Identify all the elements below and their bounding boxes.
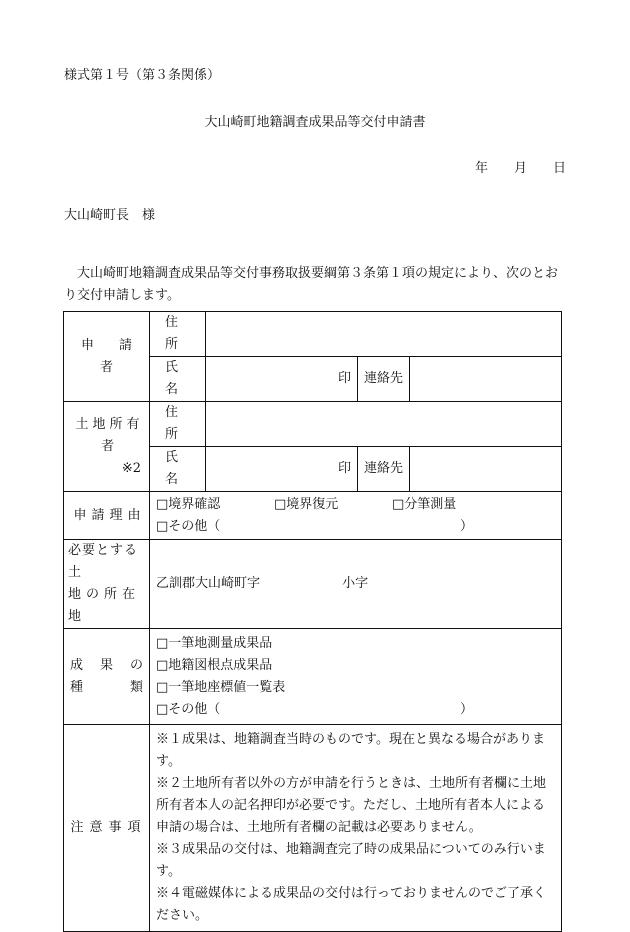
document-title: 大山崎町地籍調査成果品等交付申請書: [204, 115, 426, 130]
owner-address-field[interactable]: [206, 402, 562, 447]
owner-contact-field[interactable]: [410, 447, 562, 492]
reason-label: 申請理由: [64, 492, 150, 540]
location-label: [64, 540, 150, 629]
owner-label: [64, 402, 150, 492]
applicant-label: 申 請 者: [64, 312, 150, 402]
type-other-close: ）: [460, 701, 474, 717]
date-line: 年 月 日: [474, 161, 566, 176]
deliverable-type-label: [64, 629, 150, 725]
note-1: ※１成果は、地籍調査当時のものです。現在と異なる場合があります。: [156, 732, 545, 769]
note-4: ※４電磁媒体による成果品の交付は行っておりませんのでご了承ください。: [156, 886, 547, 923]
applicant-address-label: 住 所: [150, 312, 206, 357]
owner-label-note: ※2: [121, 460, 141, 476]
type-option-coordinate-list[interactable]: □一筆地座標値一覧表: [156, 679, 286, 695]
seal-mark: 印: [337, 371, 351, 386]
notes-cell: [150, 725, 562, 932]
owner-name-field[interactable]: [206, 447, 358, 492]
reason-other-row: [156, 516, 561, 538]
reason-option-other[interactable]: □その他（: [156, 518, 221, 534]
owner-label-main: 土地所有者: [75, 416, 144, 454]
location-field[interactable]: [150, 540, 562, 629]
intro-paragraph: 大山崎町地籍調査成果品等交付事務取扱要綱第３条第１項の規定により、次のとおり交付申請します。: [64, 266, 559, 303]
location-label-line1: 必要とする土: [68, 543, 139, 580]
type-label-line1: 成 果 の: [70, 657, 146, 673]
note-3: ※３成果品の交付は、地籍調査完了時の成果品についてのみ行います。: [156, 842, 546, 879]
applicant-contact-label: 連絡先: [358, 357, 410, 402]
type-option-parcel-survey[interactable]: □一筆地測量成果品: [156, 635, 273, 651]
note-2: ※２土地所有者以外の方が申請を行うときは、土地所有者欄に土地所有者本人の記名押印が必要です。ただし、土地所有者本人による申請の場合は、土地所有者欄の記載は必要ありません。: [156, 776, 547, 835]
reason-option-boundary-restore[interactable]: □境界復元: [274, 496, 339, 512]
application-table: [63, 311, 562, 932]
type-option-control-point[interactable]: □地籍図根点成果品: [156, 657, 273, 673]
reason-cell: [150, 492, 562, 540]
applicant-contact-field[interactable]: [410, 357, 562, 402]
location-koaza: 小字: [342, 576, 369, 591]
seal-mark: 印: [337, 461, 351, 476]
applicant-address-field[interactable]: [206, 312, 562, 357]
notes-label: 注意事項: [64, 725, 150, 932]
location-label-line2: 地の所在地: [68, 587, 141, 624]
reason-option-subdivision-survey[interactable]: □分筆測量: [392, 496, 457, 512]
location-prefix: 乙訓郡大山崎町字: [156, 576, 261, 591]
deliverable-type-cell: [150, 629, 562, 725]
applicant-name-label: 氏 名: [150, 357, 206, 402]
owner-name-label: 氏 名: [150, 447, 206, 492]
owner-address-label: 住 所: [150, 402, 206, 447]
applicant-name-field[interactable]: [206, 357, 358, 402]
addressee: 大山崎町長 様: [64, 208, 156, 223]
reason-options-row: [156, 494, 561, 516]
reason-other-close: ）: [460, 518, 474, 534]
type-option-other[interactable]: □その他（: [156, 701, 221, 717]
owner-contact-label: 連絡先: [358, 447, 410, 492]
type-option-other-row: [156, 699, 561, 721]
reason-option-boundary-check[interactable]: □境界確認: [156, 496, 221, 512]
form-number: 様式第１号（第３条関係）: [64, 68, 221, 83]
type-label-line2: 種 類: [70, 679, 146, 695]
